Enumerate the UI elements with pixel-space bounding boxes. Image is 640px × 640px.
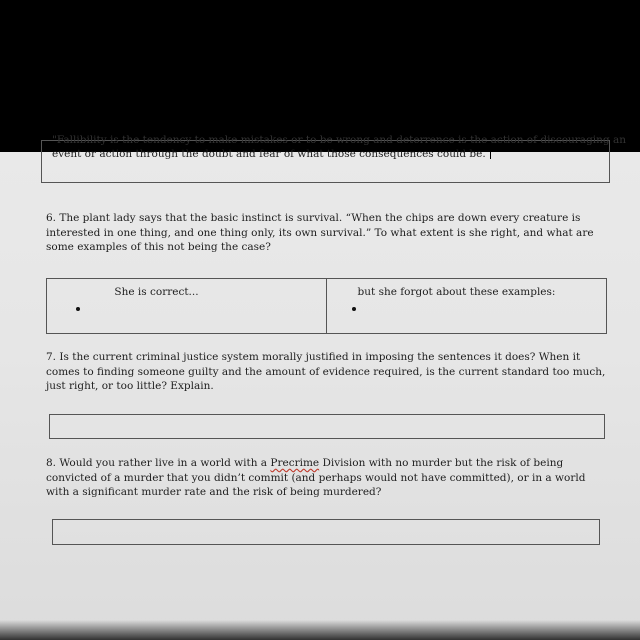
bullet-point	[352, 307, 356, 311]
text-cursor	[490, 147, 491, 159]
question-7: 7. Is the current criminal justice system morally justified in imposing the sentences it does? When it comes to finding someone guilty and the amount of evidence required, is the current standard too much, just right, or too little? Explain.	[46, 351, 606, 393]
table-header-examples: but she forgot about these examples:	[357, 286, 556, 298]
screen-edge-shadow	[0, 620, 640, 640]
question-8-answer-box[interactable]	[52, 519, 600, 545]
bullet-point	[76, 307, 80, 311]
spellcheck-word: Precrime	[270, 457, 320, 469]
previous-answer-box[interactable]	[41, 134, 626, 183]
question-6-answer-table	[46, 278, 607, 334]
worksheet-page	[0, 134, 640, 640]
table-cell-correct[interactable]	[47, 279, 326, 333]
previous-answer-cut-line: "Fallibility is the tendency to make mistakes or to be wrong and deterrence is the action of discouraging an	[52, 134, 626, 146]
table-header-correct: She is correct...	[114, 286, 199, 298]
question-8-text-start: 8. Would you rather live in a world with a	[46, 457, 271, 469]
question-6: 6. The plant lady says that the basic instinct is survival. “When the chips are down every creature is interested in one thing, and one thing only, its own survival.” To what extent is she right, and what are some examples of this not being the case?	[46, 212, 594, 254]
question-7-answer-box[interactable]	[49, 414, 605, 439]
previous-answer-line: event or action through the doubt and fear of what those consequences could be.	[52, 147, 491, 162]
table-cell-examples[interactable]	[326, 279, 606, 333]
question-8-text-end: Division with no murder but the risk of being convicted of a murder that you didn’t commit (and perhaps would not have committed), or in a world with a significant murder rate and the risk of being murdered?	[46, 457, 586, 499]
question-8	[46, 456, 611, 500]
